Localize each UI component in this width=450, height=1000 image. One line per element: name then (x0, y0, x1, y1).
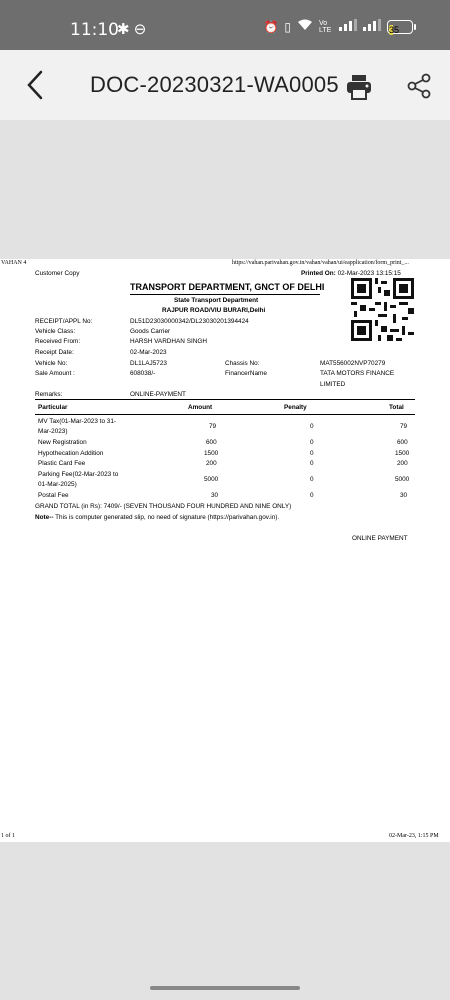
row-particular: New Registration (38, 439, 87, 446)
share-icon (405, 72, 433, 100)
home-gesture-bar[interactable] (150, 986, 300, 990)
printer-icon (345, 73, 373, 101)
col-header-penalty: Penalty (284, 404, 307, 411)
volte-label: Vo LTE (319, 19, 332, 34)
row-penalty: 0 (310, 439, 314, 446)
page-footer-number: 1 of 1 (1, 833, 15, 839)
printed-on: Printed On: 02-Mar-2023 13:15:15 (301, 270, 401, 277)
status-bar (0, 0, 450, 50)
chassis-label: Chassis No: (225, 360, 260, 367)
row-penalty: 0 (310, 492, 314, 499)
row-particular: Parking Fee(02-Mar-2023 to (38, 471, 119, 478)
row-amount: 600 (206, 439, 217, 446)
row-amount: 30 (211, 492, 219, 499)
remarks-value: ONLINE-PAYMENT (130, 391, 186, 398)
row-total: 1500 (395, 450, 410, 457)
battery-level: 35 (389, 24, 400, 35)
row-total: 5000 (395, 476, 410, 483)
receipt-date-label: Receipt Date: (35, 349, 74, 356)
financer-value-1: TATA MOTORS FINANCE (320, 370, 395, 377)
alarm-icon: ⏰ (263, 19, 279, 34)
row-total: 79 (400, 423, 408, 430)
remarks-label: Remarks: (35, 391, 63, 398)
department-title: TRANSPORT DEPARTMENT, GNCT OF DELHI (130, 282, 325, 292)
receipt-date-value: 02-Mar-2023 (130, 349, 167, 356)
vehicle-no-label: Vehicle No: (35, 360, 68, 367)
row-particular: Plastic Card Fee (38, 460, 86, 467)
row-penalty: 0 (310, 460, 314, 467)
status-time: 11:10 (70, 20, 119, 40)
vibrate-icon: ▯ (284, 19, 291, 34)
row-total: 600 (397, 439, 408, 446)
col-header-amount: Amount (188, 404, 213, 411)
print-button[interactable] (345, 73, 373, 101)
row-particular-cont: Mar-2023) (38, 428, 68, 435)
receipt-value: DL51D23030000342/DL23030201394424 (130, 318, 249, 325)
row-total: 200 (397, 460, 408, 467)
received-from-value: HARSH VARDHAN SINGH (130, 338, 207, 345)
table-top-rule (35, 399, 415, 400)
department-subtitle-2: RAJPUR ROAD/VIU BURARI,Delhi (162, 307, 266, 314)
row-penalty: 0 (310, 450, 314, 457)
chassis-value: MAT556002NVP70279 (320, 360, 386, 367)
note-text: Note-- This is computer generated slip, no need of signature (https://parivahan.gov.in). (35, 514, 280, 521)
row-amount: 79 (209, 423, 217, 430)
document-title: DOC-20230321-WA0005 (90, 72, 339, 97)
row-amount: 5000 (204, 476, 219, 483)
page-footer-timestamp: 02-Mar-23, 1:15 PM (389, 833, 439, 839)
signal-icon-2 (363, 19, 381, 34)
vehicle-class-value: Goods Carrier (130, 328, 171, 335)
pdf-page[interactable] (0, 259, 450, 842)
row-particular-cont: 01-Mar-2025) (38, 481, 77, 488)
col-header-total: Total (389, 404, 404, 411)
received-from-label: Received From: (35, 338, 81, 345)
vehicle-class-label: Vehicle Class: (35, 328, 76, 335)
browser-header-left: VAHAN 4 (1, 260, 27, 266)
row-penalty: 0 (310, 476, 314, 483)
battery-icon (387, 20, 416, 34)
table-header-rule (35, 414, 415, 415)
customer-copy-label: Customer Copy (35, 270, 80, 277)
online-payment-text: ONLINE PAYMENT (352, 535, 408, 542)
title-rule (130, 294, 320, 295)
financer-label: FinancerName (225, 370, 267, 377)
browser-header-url: https://vahan.parivahan.gov.in/vahan/vahan/ui/eapplication/form_print_... (232, 260, 409, 266)
sale-amount-label: Sale Amount : (35, 370, 75, 377)
grand-total: GRAND TOTAL (in Rs): 7409/- (SEVEN THOUSAND FOUR HUNDRED AND NINE ONLY) (35, 503, 292, 510)
vehicle-no-value: DL1LAJ5723 (130, 360, 167, 367)
back-button[interactable] (24, 68, 48, 102)
row-particular: MV Tax(01-Mar-2023 to 31- (38, 418, 117, 425)
row-amount: 1500 (204, 450, 219, 457)
app-bar (0, 50, 450, 120)
col-header-particular: Particular (38, 404, 68, 411)
row-particular: Hypothecation Addition (38, 450, 104, 457)
sale-amount-value: 608038/- (130, 370, 156, 377)
qr-code-image (351, 278, 414, 341)
share-button[interactable] (405, 72, 433, 100)
row-amount: 200 (206, 460, 217, 467)
financer-value-2: LIMITED (320, 381, 346, 388)
department-subtitle-1: State Transport Department (174, 297, 259, 304)
row-penalty: 0 (310, 423, 314, 430)
wifi-icon (297, 19, 313, 34)
receipt-label: RECEIPT/APPL No: (35, 318, 93, 325)
chevron-left-icon (24, 68, 48, 102)
status-right-icons (263, 19, 416, 34)
row-total: 30 (400, 492, 408, 499)
signal-icon-1 (339, 19, 357, 34)
notification-icons: ✱ ⊖ (117, 21, 147, 38)
row-particular: Postal Fee (38, 492, 69, 499)
